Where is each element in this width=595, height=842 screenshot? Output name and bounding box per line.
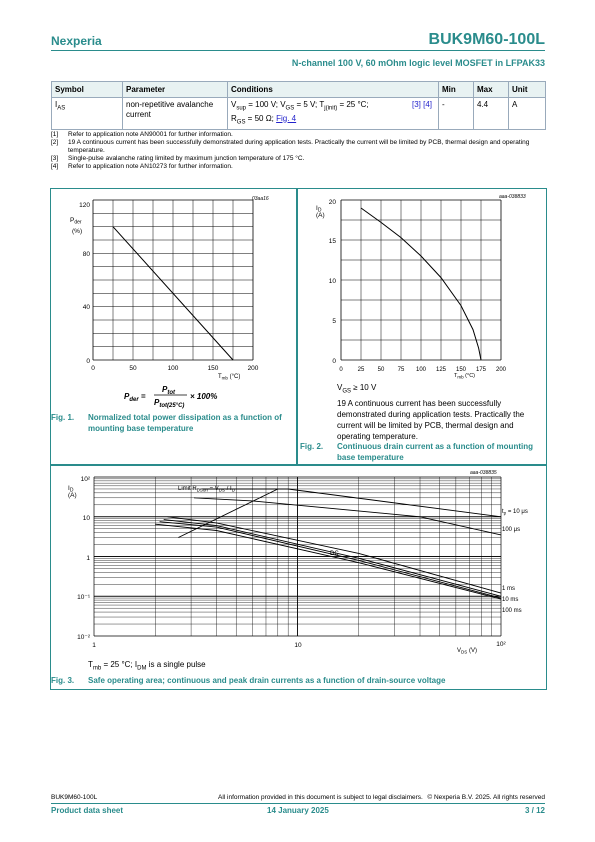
part-number: BUK9M60-100L xyxy=(428,31,545,48)
footer-disclaimer: All information provided in this document is subject to legal disclaimers. xyxy=(218,794,423,801)
fig2-xlabel: $T_{mb}$ (°C) xyxy=(454,373,476,380)
fig2-ytick: 15 xyxy=(328,238,336,245)
fig1-chart xyxy=(50,188,296,409)
svg-text:Ptot(25°C): $P_{tot(25^\circ C)}$ xyxy=(154,398,185,409)
fig2-ytick: 0 xyxy=(332,358,336,365)
cell-unit: A xyxy=(509,98,546,130)
svg-text:Pder =: $P_{der}$ = xyxy=(124,392,146,403)
cell-max: 4.4 xyxy=(474,98,509,130)
fig3-xlabel: $V_{DS}$ (V) xyxy=(457,648,477,655)
cell-parameter: non-repetitive avalanche current xyxy=(123,98,228,130)
fig1-xtick: 100 xyxy=(167,365,179,372)
fig3-ytick: 10² xyxy=(80,476,90,483)
footer-page-number: 3 / 12 xyxy=(524,806,545,815)
avalanche-table xyxy=(51,81,546,130)
fig2-xtick: 0 xyxy=(339,367,343,373)
fig1-code: 03aa16 xyxy=(252,196,269,202)
fig2-chart xyxy=(296,188,545,384)
fig3-ylabel: $I_D$ xyxy=(68,485,74,494)
fig1-ylabel: $P_{der}$ xyxy=(70,217,82,226)
fig1-xlabel: $T_{mb}$ (°C) xyxy=(218,374,241,381)
fig2-ylabel: $I_D$ xyxy=(316,205,322,214)
col-unit: Unit xyxy=(509,82,546,98)
fig3-chart xyxy=(50,464,545,662)
fig2-xtick: 25 xyxy=(357,367,365,373)
fig2-code: aaa-038833 xyxy=(499,194,526,200)
fig3-curves xyxy=(155,489,501,599)
document-subtitle: N-channel 100 V, 60 mOhm logic level MOSFET in LFPAK33 xyxy=(291,58,545,68)
fig3-xtick: 1 xyxy=(92,642,96,649)
note-item: [2] 19 A continuous current has been successfully demonstrated during application tests. Practically the current will be limited by PCB, thermal design and operating temperature. xyxy=(51,139,530,154)
cell-conditions: $V_{sup} = 100$ V; $V_{GS} = 5$ V; $T_{j(init)} = 25$ °C; [3] [4] $R_{GS} = 50$ Ω; Fig. 4 xyxy=(228,98,439,130)
fig2-xtick: 50 xyxy=(377,367,385,373)
note-item: [4] Refer to application note AN10273 for further information. xyxy=(51,163,233,170)
note-item: [3] Single-pulse avalanche rating limited by maximum junction temperature of 175 °C. xyxy=(51,155,305,162)
col-max: Max xyxy=(474,82,509,98)
brand-name: Nexperia xyxy=(51,34,102,48)
table-row xyxy=(52,98,546,130)
fig3-curve-dc xyxy=(155,524,501,599)
fig2-grid xyxy=(341,200,501,360)
col-parameter: Parameter xyxy=(123,82,228,98)
fig3-dc-label: DC xyxy=(330,551,339,557)
fig1-xtick: 50 xyxy=(129,365,137,372)
fig3-label-100us: 100 μs xyxy=(502,527,521,533)
footer-doc-type: Product data sheet xyxy=(51,806,124,815)
cell-symbol: $I_{AS}$ xyxy=(52,98,123,130)
header-rule xyxy=(51,50,545,51)
fig3-grid xyxy=(94,477,501,636)
footer-date: 14 January 2025 xyxy=(267,806,329,815)
fig3-label-10ms: 10 ms xyxy=(502,597,519,603)
fig2-xtick: 75 xyxy=(397,367,405,373)
fig3-ytick: 10 xyxy=(82,515,90,522)
note-item: [1] Refer to application note AN90001 for further information. xyxy=(51,131,233,138)
fig3-ytick: 10⁻² xyxy=(77,634,90,641)
fig3-code: aaa-038835 xyxy=(470,470,497,476)
note-ref-link[interactable]: [3] [4] xyxy=(411,100,432,109)
fig2-xtick: 125 xyxy=(435,367,447,373)
fig2-yunit: (A) xyxy=(316,212,325,219)
fig2-xtick: 100 xyxy=(415,367,427,373)
col-conditions: Conditions xyxy=(228,82,439,98)
fig2-ytick: 20 xyxy=(328,199,336,206)
fig3-curve-10us xyxy=(202,489,501,517)
col-min: Min xyxy=(439,82,474,98)
fig1-ytick: 80 xyxy=(82,251,90,258)
footer-doc-id: BUK9M60-100L xyxy=(51,794,98,801)
fig2-xtick: 150 xyxy=(455,367,467,373)
fig3-label-1ms: 1 ms xyxy=(502,586,516,592)
fig1-xtick: 0 xyxy=(91,365,95,372)
fig1-ytick: 0 xyxy=(86,358,90,365)
fig2-xtick: 200 xyxy=(495,367,507,373)
fig3-note: $T_{mb} = 25$ °C; $I_{DM}$ is a single pulse xyxy=(88,660,206,672)
footer-copyright: © Nexperia B.V. 2025. All rights reserved xyxy=(427,794,545,801)
fig2-note: $V_{GS} \ge 10$ V 19 A continuous current has been successfully demonstrated during application tests. Practically the current will be limited by PCB, thermal design and operating temperature. xyxy=(337,383,525,441)
fig1-xtick: 200 xyxy=(247,365,259,372)
fig3-label-100ms: 100 ms xyxy=(502,608,522,614)
fig3-limit-label: Limit $R_{DSon} = V_{DS} / I_D$ xyxy=(178,486,235,493)
svg-text:Ptot: $P_{tot}$ xyxy=(162,385,176,396)
cell-min: - xyxy=(439,98,474,130)
table-notes xyxy=(51,131,546,171)
footer-rule xyxy=(51,803,545,804)
col-symbol: Symbol xyxy=(52,82,123,98)
fig4-link[interactable]: Fig. 4 xyxy=(276,113,297,123)
fig3-xtick: 10 xyxy=(294,642,302,649)
fig2-xtick: 175 xyxy=(475,367,487,373)
fig2-ytick: 10 xyxy=(328,278,336,285)
fig3-label-10us: $t_p = 10$ μs xyxy=(502,509,528,516)
fig3-ytick: 10⁻¹ xyxy=(77,594,90,601)
fig3-xtick: 10² xyxy=(496,641,506,648)
fig3-yunit: (A) xyxy=(68,492,77,499)
fig3-curve-100us xyxy=(194,498,501,535)
fig3-curve-100ms xyxy=(160,522,501,598)
fig1-yunit: (%) xyxy=(72,228,83,235)
fig2-ytick: 5 xyxy=(332,318,336,325)
fig1-grid xyxy=(93,200,253,360)
fig1-ytick: 40 xyxy=(82,304,90,311)
svg-text:× 100%: × 100% xyxy=(190,392,218,401)
fig1-xtick: 150 xyxy=(207,365,219,372)
fig3-ytick: 1 xyxy=(86,555,90,562)
fig1-ytick: 120 xyxy=(79,202,90,209)
